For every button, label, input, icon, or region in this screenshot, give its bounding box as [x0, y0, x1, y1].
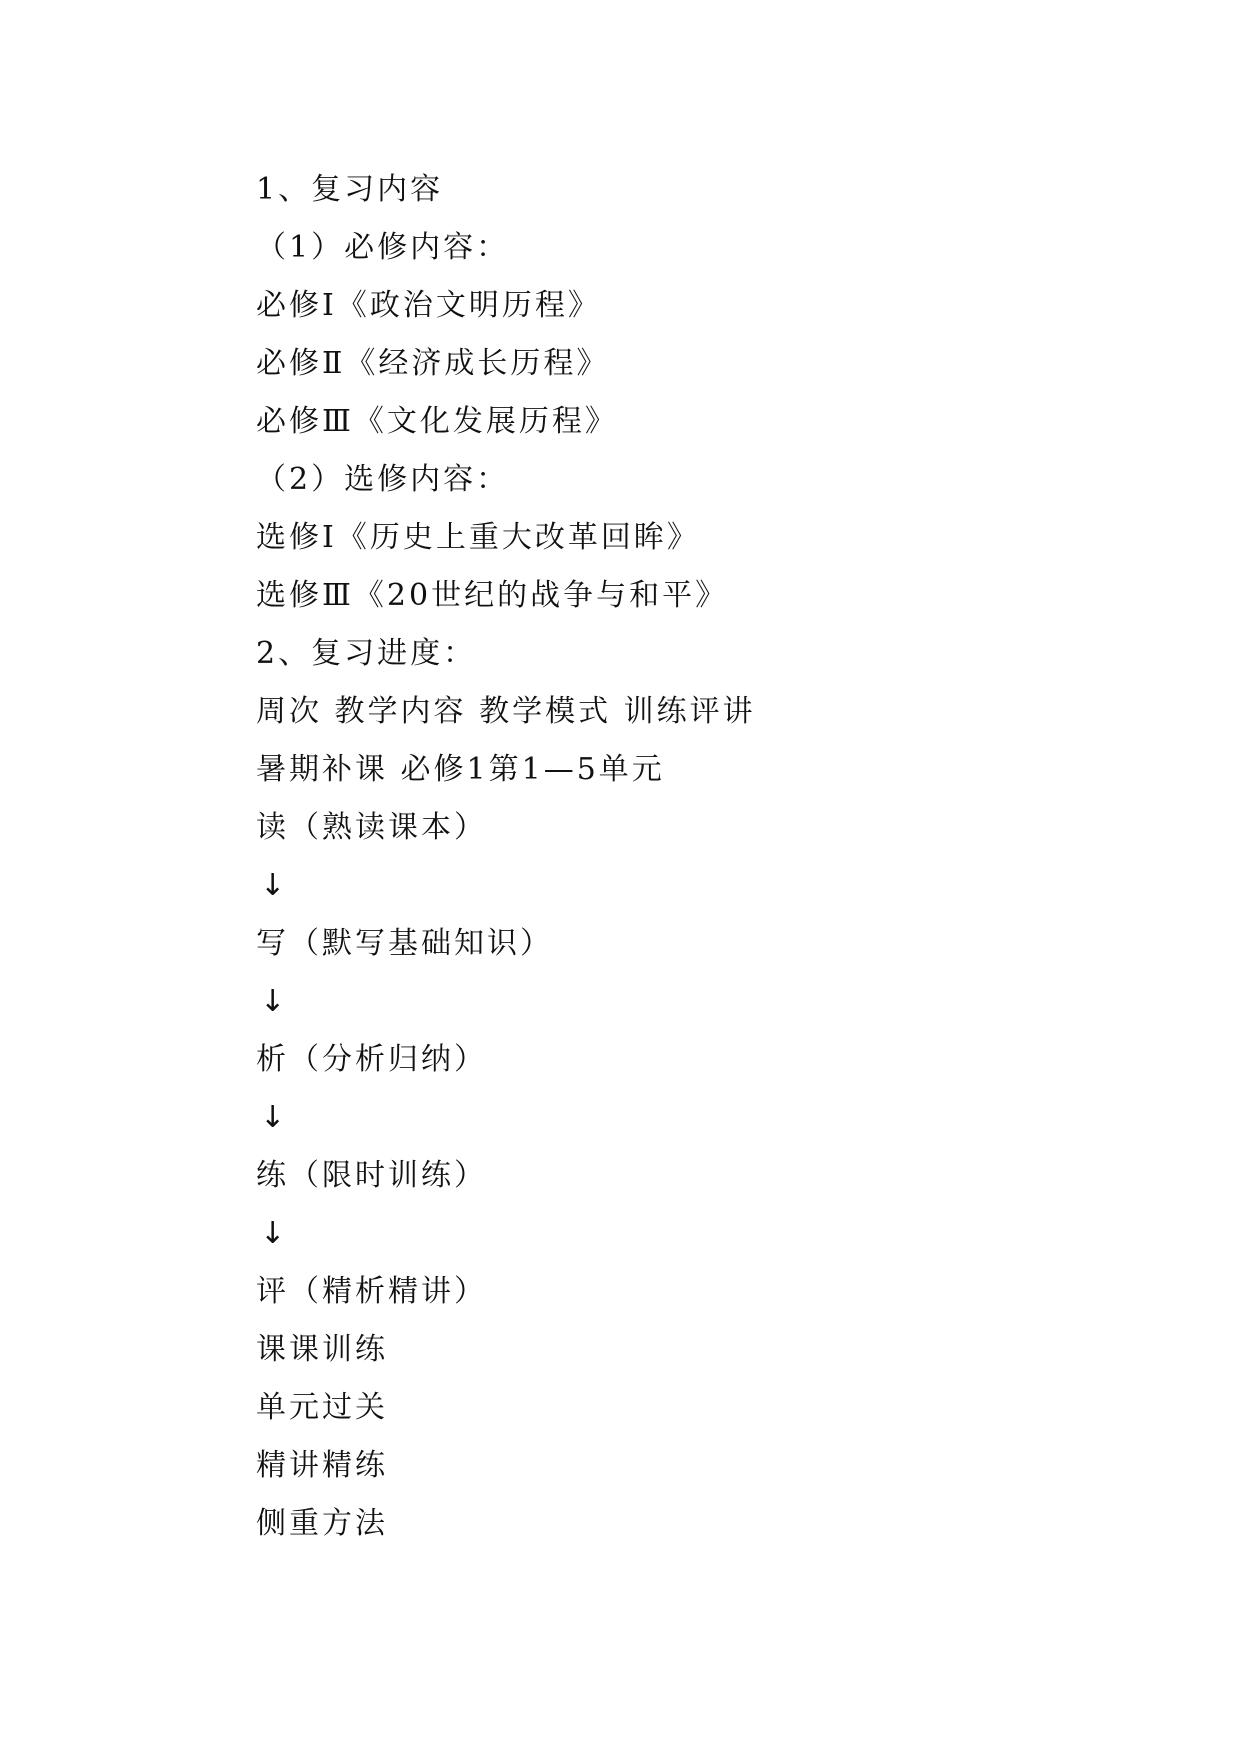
required-course-2: 必修Ⅱ《经济成长历程》: [256, 346, 610, 381]
document-body: [256, 161, 1156, 1553]
step-practice: 练（限时训练）: [256, 1158, 487, 1193]
down-arrow-icon: ↓: [260, 1100, 286, 1135]
subheading-elective-content: （2）选修内容：: [256, 462, 510, 497]
step-read: 读（熟读课本）: [256, 810, 487, 845]
training-item-unit: 单元过关: [256, 1390, 388, 1425]
subheading-required-content: （1）必修内容：: [256, 230, 510, 265]
step-review: 评（精析精讲）: [256, 1274, 487, 1309]
down-arrow-icon: ↓: [260, 984, 286, 1019]
step-write: 写（默写基础知识）: [256, 926, 553, 961]
elective-course-1: 选修Ⅰ《历史上重大改革回眸》: [256, 520, 700, 555]
required-course-1: 必修Ⅰ《政治文明历程》: [256, 288, 601, 323]
schedule-summer-row: 暑期补课 必修1第1—5单元: [256, 752, 665, 787]
schedule-header-row: 周次 教学内容 教学模式 训练评讲: [256, 694, 756, 729]
training-item-lesson: 课课训练: [256, 1332, 388, 1367]
down-arrow-icon: ↓: [260, 1216, 286, 1251]
down-arrow-icon: ↓: [260, 868, 286, 903]
training-item-focused: 精讲精练: [256, 1448, 388, 1483]
section-heading-review-content: 1、复习内容: [256, 172, 444, 207]
required-course-3: 必修Ⅲ《文化发展历程》: [256, 404, 618, 439]
training-item-method: 侧重方法: [256, 1506, 388, 1541]
section-heading-review-schedule: 2、复习进度：: [256, 636, 477, 671]
step-analyze: 析（分析归纳）: [256, 1042, 487, 1077]
elective-course-3: 选修Ⅲ《20世纪的战争与和平》: [256, 578, 729, 613]
